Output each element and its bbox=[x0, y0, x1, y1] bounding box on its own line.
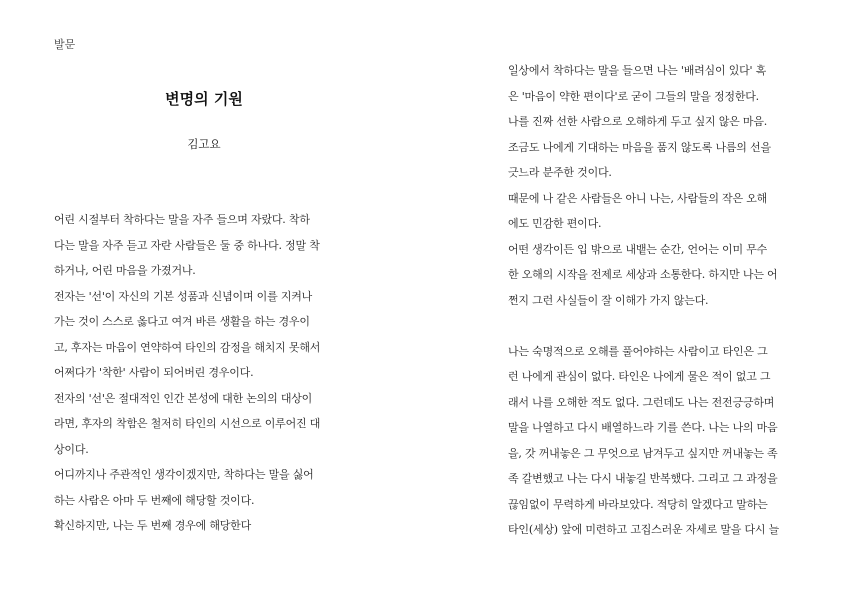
text-line: 나는 숙명적으로 오해를 풀어야하는 사람이고 타인은 그 bbox=[508, 344, 768, 358]
text-line: 때문에 나 같은 사람들은 아니 나는, 사람들의 작은 오해 bbox=[508, 191, 768, 205]
text-line: 어디까지나 주관적인 생각이겠지만, 착하다는 말을 싫어 bbox=[54, 468, 314, 481]
text-line: 을, 갓 꺼내놓은 그 무엇으로 남겨두고 싶지만 꺼내놓는 족 bbox=[508, 446, 778, 460]
text-line: 하거나, 어린 마음을 가졌거나. bbox=[54, 264, 196, 277]
text-line: 하는 사람은 아마 두 번째에 해당할 것이다. bbox=[54, 493, 255, 507]
text-line: 은 '마음이 약한 편이다'로 굳이 그들의 말을 정정한다. bbox=[508, 89, 759, 103]
text-line: 끊임없이 무력하게 바라보았다. 적당히 알겠다고 말하는 bbox=[508, 497, 768, 511]
text-line: 전자의 '선'은 절대적인 인간 본성에 대한 논의의 대상이 bbox=[54, 391, 313, 405]
text-line: 런 나에게 관심이 없다. 타인은 나에게 물은 적이 없고 그 bbox=[508, 370, 771, 383]
left-text-column bbox=[54, 207, 354, 539]
text-line: 말을 나열하고 다시 배열하느라 기를 쓴다. 나는 나의 마음 bbox=[508, 421, 778, 434]
text-line: 상이다. bbox=[54, 442, 89, 456]
text-line: 어린 시절부터 착하다는 말을 자주 들으며 자랐다. 착하 bbox=[54, 213, 310, 226]
text-line: 에도 민감한 편이다. bbox=[508, 217, 602, 230]
text-line: 가는 것이 스스로 옳다고 여겨 바른 생활을 하는 경우이 bbox=[54, 315, 310, 328]
essay-author: 김고요 bbox=[187, 137, 221, 151]
text-line: 다는 말을 자주 듣고 자란 사람들은 둘 중 하나다. 정말 착 bbox=[54, 238, 320, 252]
text-line: 어떤 생각이든 입 밖으로 내뱉는 순간, 언어는 이미 무수 bbox=[508, 242, 768, 256]
page-header: 발문 bbox=[54, 38, 76, 51]
text-line: 조금도 나에게 기대하는 마음을 품지 않도록 나름의 선을 bbox=[508, 140, 771, 154]
text-line: 확신하지만, 나는 두 번째 경우에 해당한다 bbox=[54, 519, 252, 532]
text-line: 타인(세상) 앞에 미련하고 고집스러운 자세로 말을 다시 늘 bbox=[508, 523, 780, 536]
essay-title: 변명의 기원 bbox=[165, 90, 243, 108]
text-line: 쩐지 그런 사실들이 잘 이해가 가지 않는다. bbox=[508, 293, 709, 307]
text-line: 전자는 '선'이 자신의 기본 성품과 신념이며 이를 지켜나 bbox=[54, 289, 313, 303]
text-line: 라면, 후자의 착함은 철저히 타인의 시선으로 이루어진 대 bbox=[54, 417, 321, 430]
text-line: 일상에서 착하다는 말을 들으면 나는 '배려심이 있다' 혹 bbox=[508, 64, 767, 77]
text-line: 나를 진짜 선한 사람으로 오해하게 두고 싶지 않은 마음. bbox=[508, 115, 768, 128]
text-line: 족 갈변했고 나는 다시 내놓길 반복했다. 그리고 그 과정을 bbox=[508, 472, 778, 485]
text-line: 래서 나를 오해한 적도 없다. 그런데도 나는 전전긍긍하며 bbox=[508, 395, 775, 409]
text-line: 어쩌다가 '착한' 사람이 되어버린 경우이다. bbox=[54, 366, 254, 379]
text-line: 긋느라 분주한 것이다. bbox=[508, 166, 612, 179]
paragraph-gap bbox=[508, 313, 812, 339]
text-line: 고, 후자는 마음이 연약하여 타인의 감정을 해치지 못해서 bbox=[54, 340, 321, 354]
right-text-column bbox=[508, 58, 812, 543]
text-line: 한 오해의 시작을 전제로 세상과 소통한다. 하지만 나는 어 bbox=[508, 268, 778, 281]
